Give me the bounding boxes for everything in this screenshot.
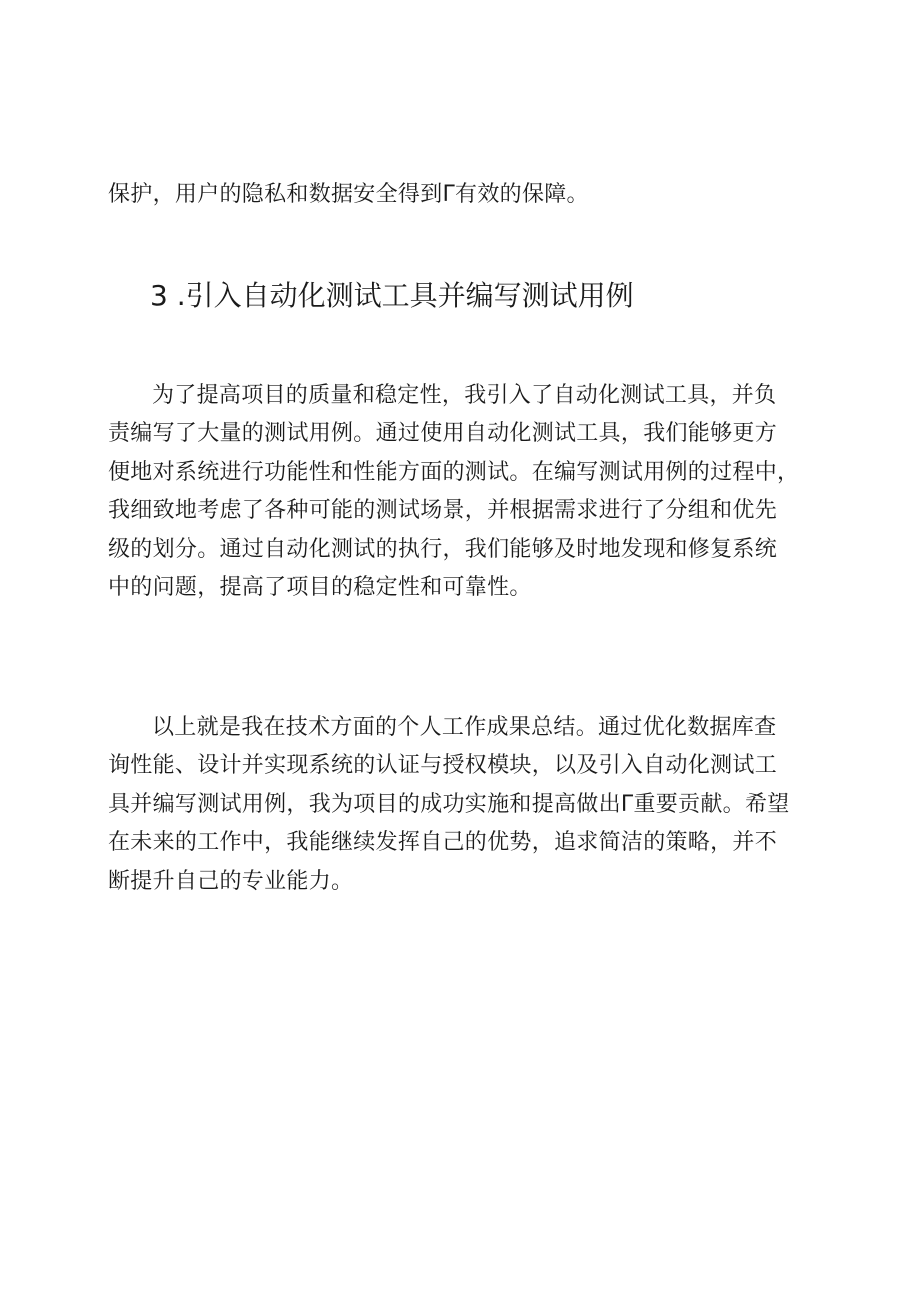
paragraph-line: 询性能、设计并实现系统的认证与授权模块，以及引入自动化测试工 bbox=[108, 753, 778, 779]
paragraph-line: 具并编写测试用例，我为项目的成功实施和提高做出Γ重要贡献。希望 bbox=[108, 791, 790, 817]
paragraph-line: 在未来的工作中，我能继续发挥自己的优势，追求简洁的策略，并不 bbox=[108, 830, 778, 856]
paragraph-summary bbox=[108, 709, 790, 901]
paragraph-line: 我细致地考虑了各种可能的测试场景，并根据需求进行了分组和优先 bbox=[108, 498, 778, 524]
paragraph-line: 中的问题，提高了项目的稳定性和可靠性。 bbox=[108, 574, 532, 600]
paragraph-testing bbox=[108, 377, 799, 607]
paragraph-line: 便地对系统进行功能性和性能方面的测试。在编写测试用例的过程中， bbox=[108, 459, 800, 485]
paragraph-line: 以上就是我在技术方面的个人工作成果总结。通过优化数据库查 bbox=[152, 715, 777, 740]
paragraph-line: 级的划分。通过自动化测试的执行，我们能够及时地发现和修复系统 bbox=[108, 536, 778, 562]
intro-fragment-text: 保护，用户的隐私和数据安全得到Γ有效的保障。 bbox=[108, 182, 589, 207]
paragraph-line: 为了提高项目的质量和稳定性，我引入了自动化测试工具，并负 bbox=[152, 383, 777, 408]
paragraph-line: 断提升自己的专业能力。 bbox=[108, 868, 354, 894]
paragraph-line: 责编写了大量的测试用例。通过使用自动化测试工具，我们能够更方 bbox=[108, 421, 778, 447]
section-heading: 3 .引入自动化测试工具并编写测试用例 bbox=[150, 279, 634, 312]
